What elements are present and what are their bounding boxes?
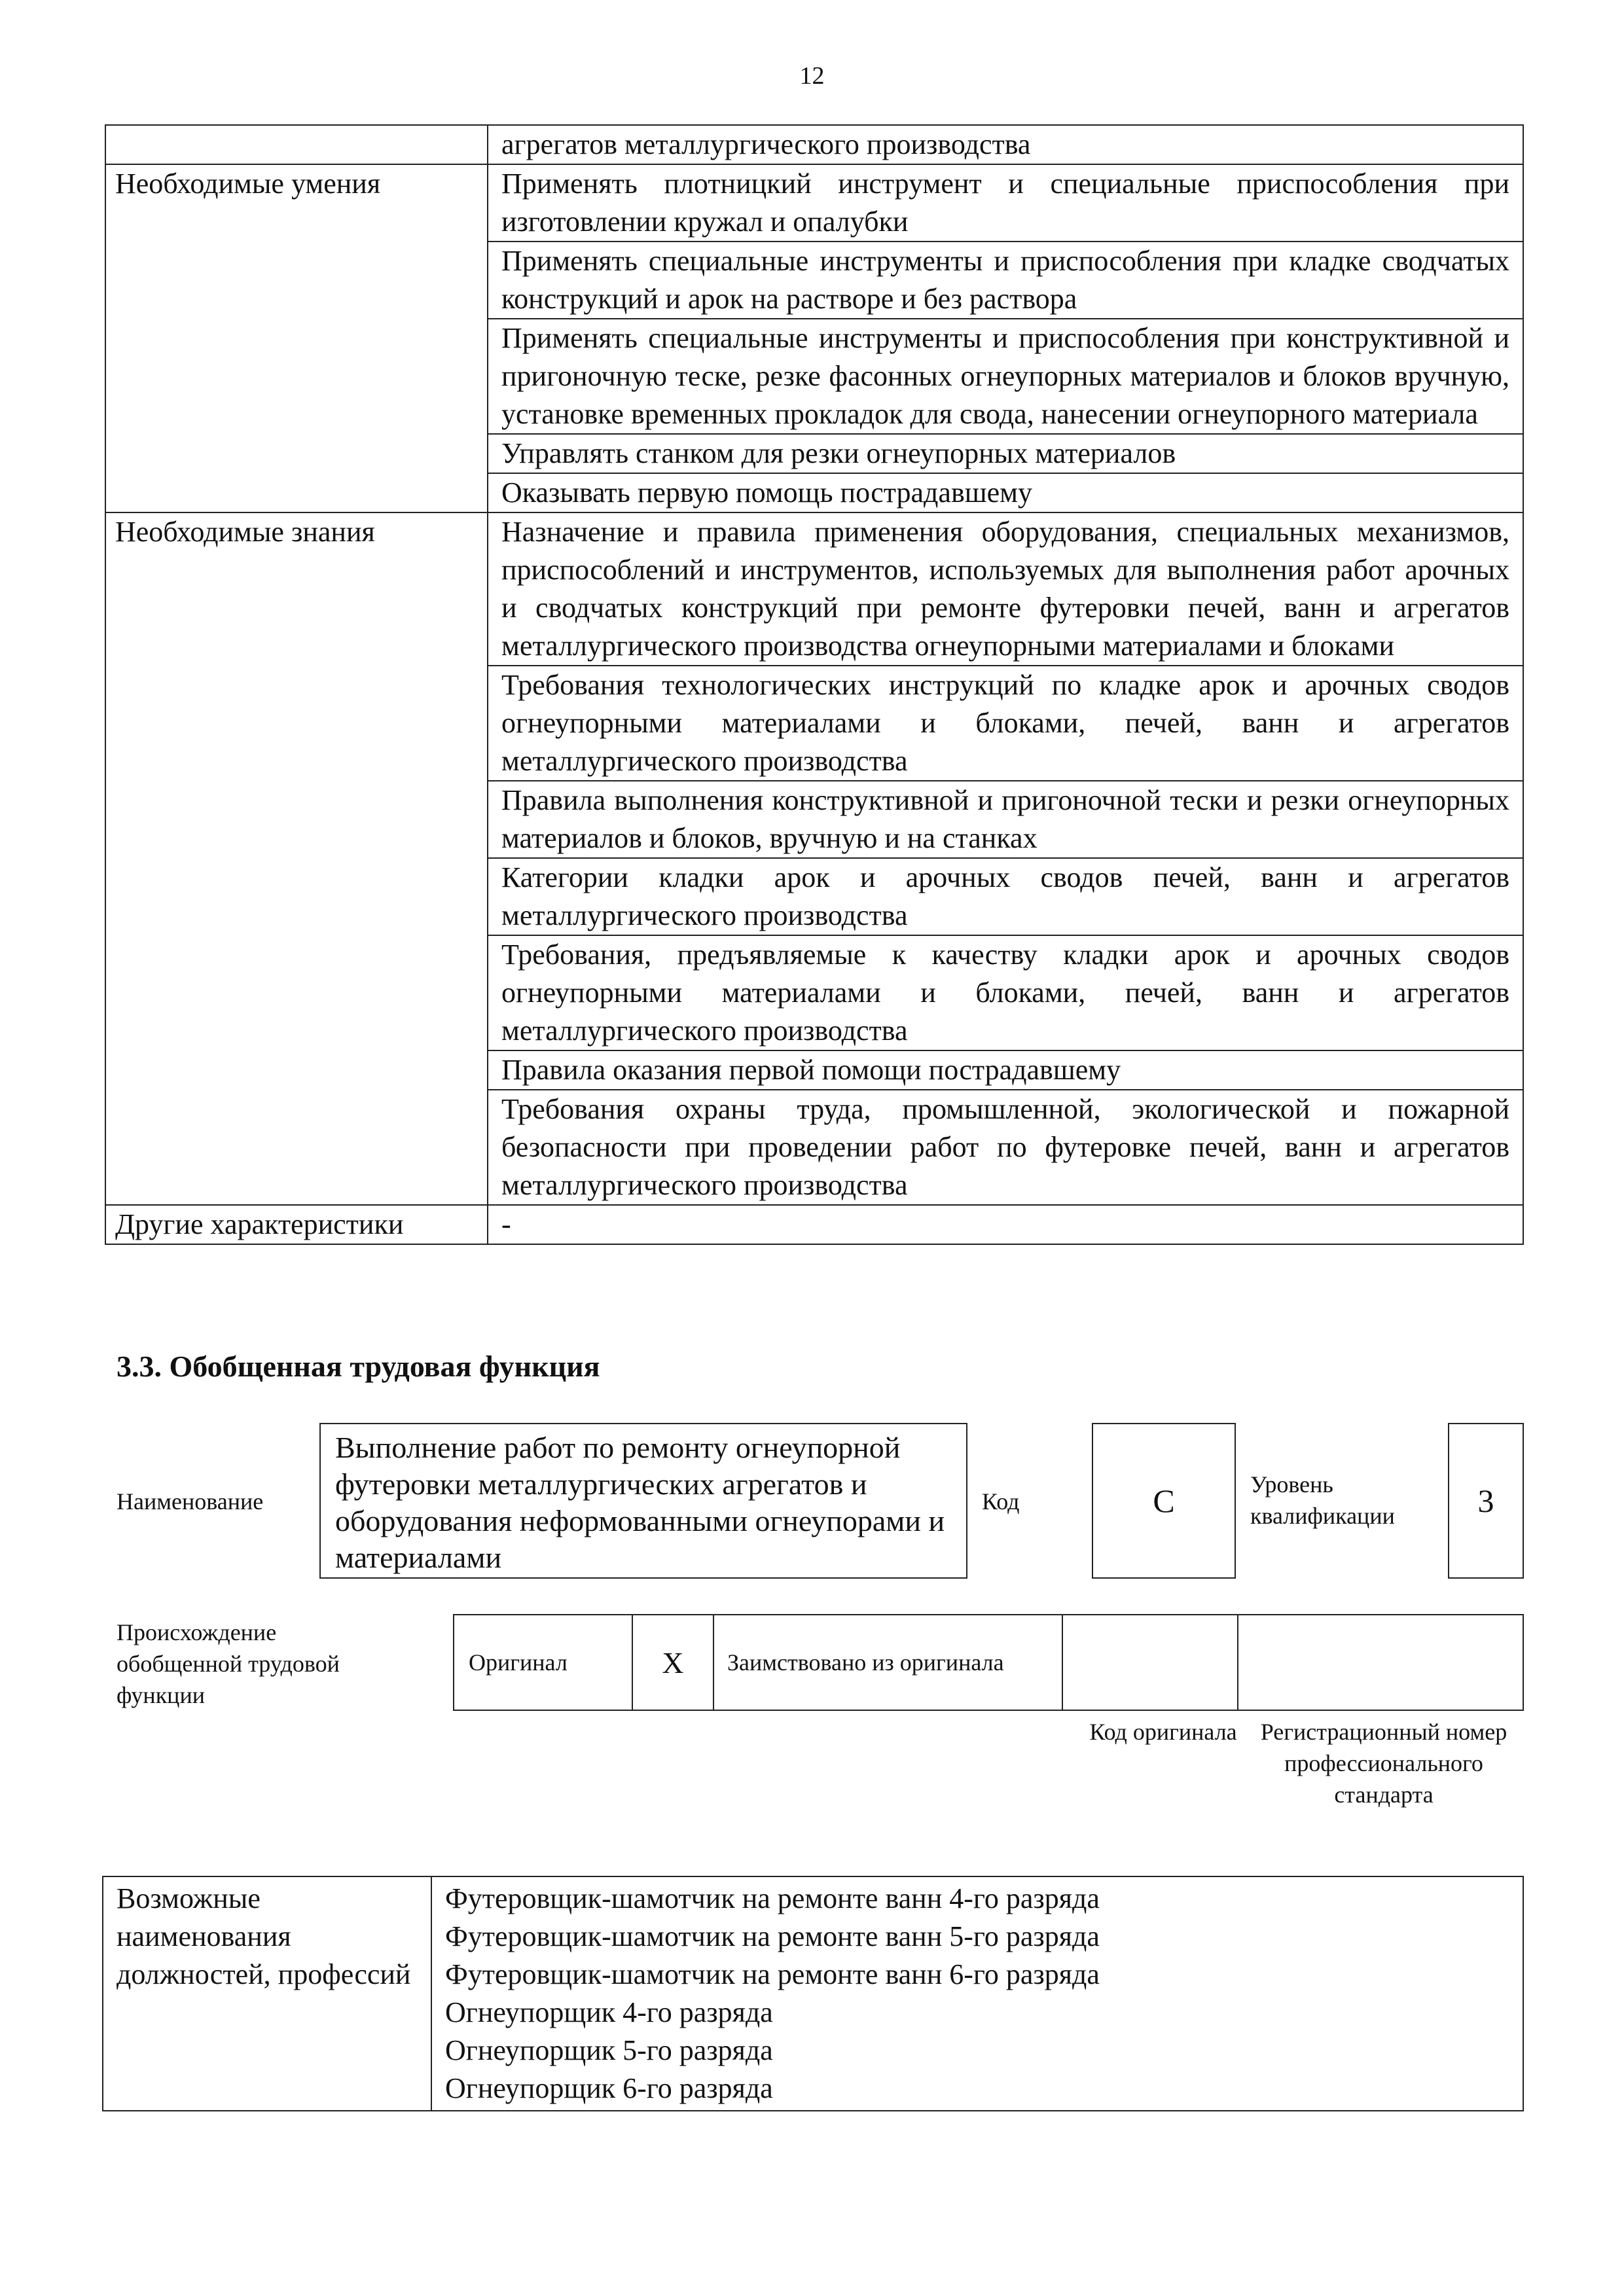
table-cell: Управлять станком для резки огнеупорных материалов: [488, 434, 1523, 473]
table-cell: Применять плотницкий инструмент и специальные приспособления при изготовлении кружал и опалубки: [488, 164, 1523, 242]
table-cell: Назначение и правила применения оборудования, специальных механизмов, приспособлений и инструментов, используемых для выполнения работ арочных и сводчатых конструкций при ремонте футеровки печей, ванн и агрегатов металлургического производства огнеупорными материалами и блоками: [488, 512, 1523, 666]
row-label: [105, 125, 488, 164]
row-label-required-skills: Необходимые умения: [105, 164, 488, 512]
name-label: Наименование: [117, 1488, 264, 1515]
table-row: [454, 1615, 1523, 1710]
row-label-required-knowledge: Необходимые знания: [105, 512, 488, 1205]
row-label-other-characteristics: Другие характеристики: [105, 1205, 488, 1244]
list-item: Огнеупорщик 5-го разряда: [445, 2034, 773, 2066]
skills-knowledge-table: [105, 124, 1524, 1245]
table-row: [105, 1205, 1523, 1244]
code-box: С: [1092, 1423, 1236, 1579]
positions-list: [431, 1876, 1523, 2111]
origin-label: Происхождение обобщенной трудовой функции: [117, 1619, 340, 1708]
table-row: [105, 164, 1523, 242]
table-cell: Требования, предъявляемые к качеству кладки арок и арочных сводов огнеупорными материалами и блоками, печей, ванн и агрегатов металлургического производства: [488, 935, 1523, 1050]
table-row: [103, 1876, 1523, 2111]
list-item: Футеровщик-шамотчик на ремонте ванн 4-го разряда: [445, 1882, 1100, 1914]
positions-label: Возможные наименования должностей, профессий: [103, 1876, 431, 2111]
function-name-box: Выполнение работ по ремонту огнеупорной футеровки металлургических агрегатов и оборудования неформованными огнеупорами и материалами: [319, 1423, 967, 1579]
table-row: [105, 512, 1523, 666]
table-cell: Оказывать первую помощь пострадавшему: [488, 473, 1523, 512]
code-label: Код: [982, 1488, 1020, 1515]
section-heading: 3.3. Обобщенная трудовая функция: [117, 1350, 600, 1383]
reg-number-cell: [1238, 1615, 1523, 1710]
origin-table: [453, 1614, 1524, 1711]
code-original-cell: [1062, 1615, 1238, 1710]
page-number: 12: [799, 62, 825, 90]
list-item: Футеровщик-шамотчик на ремонте ванн 5-го разряда: [445, 1920, 1100, 1952]
list-item: Огнеупорщик 6-го разряда: [445, 2072, 773, 2104]
original-mark: X: [632, 1615, 713, 1710]
borrowed-label: Заимствовано из оригинала: [713, 1615, 1062, 1710]
table-cell: агрегатов металлургического производства: [488, 125, 1523, 164]
table-cell: Правила оказания первой помощи пострадавшему: [488, 1050, 1523, 1090]
table-cell: Требования технологических инструкций по кладке арок и арочных сводов огнеупорными материалами и блоками, печей, ванн и агрегатов металлургического производства: [488, 666, 1523, 781]
caption-code-original: Код оригинала: [1089, 1719, 1237, 1745]
positions-table: [102, 1876, 1524, 2111]
qualification-level-box: 3: [1448, 1423, 1524, 1579]
table-cell: -: [488, 1205, 1523, 1244]
list-item: Футеровщик-шамотчик на ремонте ванн 6-го разряда: [445, 1958, 1100, 1990]
table-cell: Правила выполнения конструктивной и пригоночной тески и резки огнеупорных материалов и блоков, вручную и на станках: [488, 781, 1523, 858]
table-cell: Применять специальные инструменты и приспособления при кладке сводчатых конструкций и арок на растворе и без раствора: [488, 242, 1523, 319]
caption-registration-number: Регистрационный номер профессионального стандарта: [1260, 1719, 1507, 1808]
list-item: Огнеупорщик 4-го разряда: [445, 1996, 773, 2028]
original-label: Оригинал: [454, 1615, 632, 1710]
table-cell: Категории кладки арок и арочных сводов печей, ванн и агрегатов металлургического производства: [488, 858, 1523, 935]
qualification-level-label: Уровень квалификации: [1250, 1471, 1395, 1529]
table-cell: Требования охраны труда, промышленной, экологической и пожарной безопасности при проведении работ по футеровке печей, ванн и агрегатов металлургического производства: [488, 1090, 1523, 1205]
table-row: [105, 125, 1523, 164]
table-cell: Применять специальные инструменты и приспособления при конструктивной и пригоночную теске, резке фасонных огнеупорных материалов и блоков вручную, установке временных прокладок для свода, нанесении огнеупорного материала: [488, 319, 1523, 434]
